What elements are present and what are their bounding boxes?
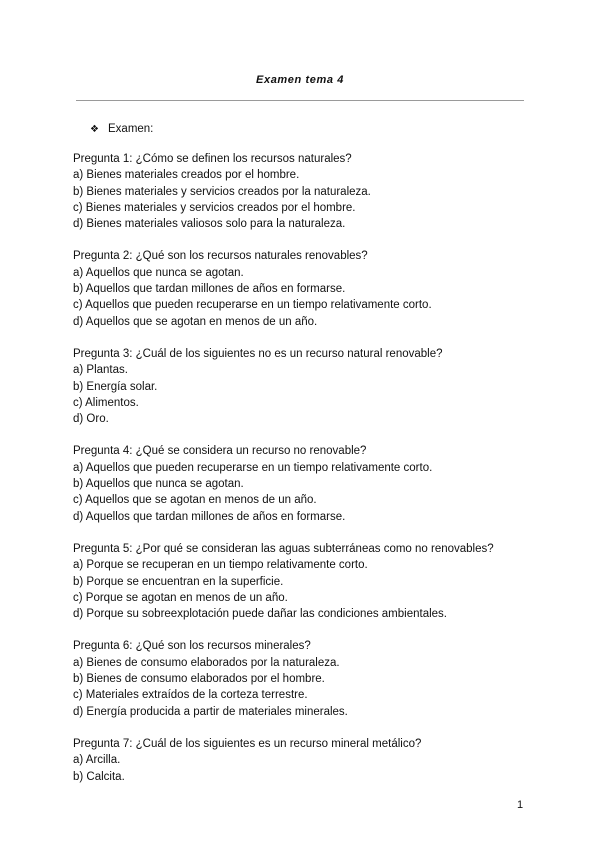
question-block	[73, 248, 543, 329]
question-prompt: Pregunta 2: ¿Qué son los recursos naturales renovables?	[73, 250, 368, 263]
answer-option: d) Bienes materiales valiosos solo para la naturaleza.	[73, 218, 346, 231]
answer-option: c) Aquellos que pueden recuperarse en un tiempo relativamente corto.	[73, 299, 432, 312]
answer-option: d) Energía producida a partir de materiales minerales.	[73, 705, 348, 718]
question-prompt: Pregunta 7: ¿Cuál de los siguientes es un recurso mineral metálico?	[73, 737, 422, 750]
question-prompt: Pregunta 1: ¿Cómo se definen los recursos naturales?	[73, 153, 352, 165]
answer-option: a) Porque se recuperan en un tiempo relativamente corto.	[73, 559, 368, 572]
title-divider	[76, 100, 524, 101]
answer-option: a) Aquellos que nunca se agotan.	[73, 266, 244, 279]
answer-option: c) Aquellos que se agotan en menos de un año.	[73, 494, 317, 507]
answer-option: c) Alimentos.	[73, 396, 139, 409]
question-block	[73, 736, 543, 785]
answer-option: d) Porque su sobreexplotación puede dañar las condiciones ambientales.	[73, 608, 447, 621]
answer-option: b) Porque se encuentran en la superficie.	[73, 575, 284, 588]
answer-option: b) Energía solar.	[73, 380, 158, 393]
answer-option: a) Plantas.	[73, 364, 128, 377]
answer-option: c) Porque se agotan en menos de un año.	[73, 591, 288, 604]
answer-option: b) Calcita.	[73, 770, 125, 783]
section-heading-label: Examen:	[108, 123, 154, 135]
answer-option: a) Arcilla.	[73, 754, 121, 767]
answer-option: a) Bienes de consumo elaborados por la naturaleza.	[73, 656, 340, 669]
question-block	[73, 151, 543, 232]
question-prompt: Pregunta 4: ¿Qué se considera un recurso no renovable?	[73, 445, 367, 458]
diamond-bullet-icon: ❖	[90, 124, 99, 135]
question-prompt: Pregunta 5: ¿Por qué se consideran las aguas subterráneas como no renovables?	[73, 542, 494, 555]
answer-option: b) Bienes materiales y servicios creados por la naturaleza.	[73, 185, 371, 198]
question-list	[73, 151, 543, 801]
answer-option: a) Bienes materiales creados por el hombre.	[73, 169, 300, 182]
answer-option: b) Bienes de consumo elaborados por el hombre.	[73, 673, 325, 686]
answer-option: c) Bienes materiales y servicios creados por el hombre.	[73, 201, 356, 214]
document-title: Examen tema 4	[256, 74, 344, 86]
answer-option: c) Materiales extraídos de la corteza terrestre.	[73, 689, 308, 702]
answer-option: d) Oro.	[73, 413, 109, 426]
question-block	[73, 541, 543, 622]
answer-option: d) Aquellos que se agotan en menos de un año.	[73, 315, 318, 328]
answer-option: b) Aquellos que tardan millones de años en formarse.	[73, 283, 346, 296]
answer-option: d) Aquellos que tardan millones de años en formarse.	[73, 510, 346, 523]
page-number: 1	[517, 799, 524, 811]
question-prompt: Pregunta 3: ¿Cuál de los siguientes no es un recurso natural renovable?	[73, 347, 443, 360]
question-block	[73, 638, 543, 719]
question-block	[73, 443, 543, 524]
question-block	[73, 346, 543, 427]
question-prompt: Pregunta 6: ¿Qué son los recursos minerales?	[73, 640, 311, 653]
answer-option: a) Aquellos que pueden recuperarse en un tiempo relativamente corto.	[73, 461, 433, 474]
answer-option: b) Aquellos que nunca se agotan.	[73, 478, 244, 491]
section-heading	[90, 121, 153, 138]
